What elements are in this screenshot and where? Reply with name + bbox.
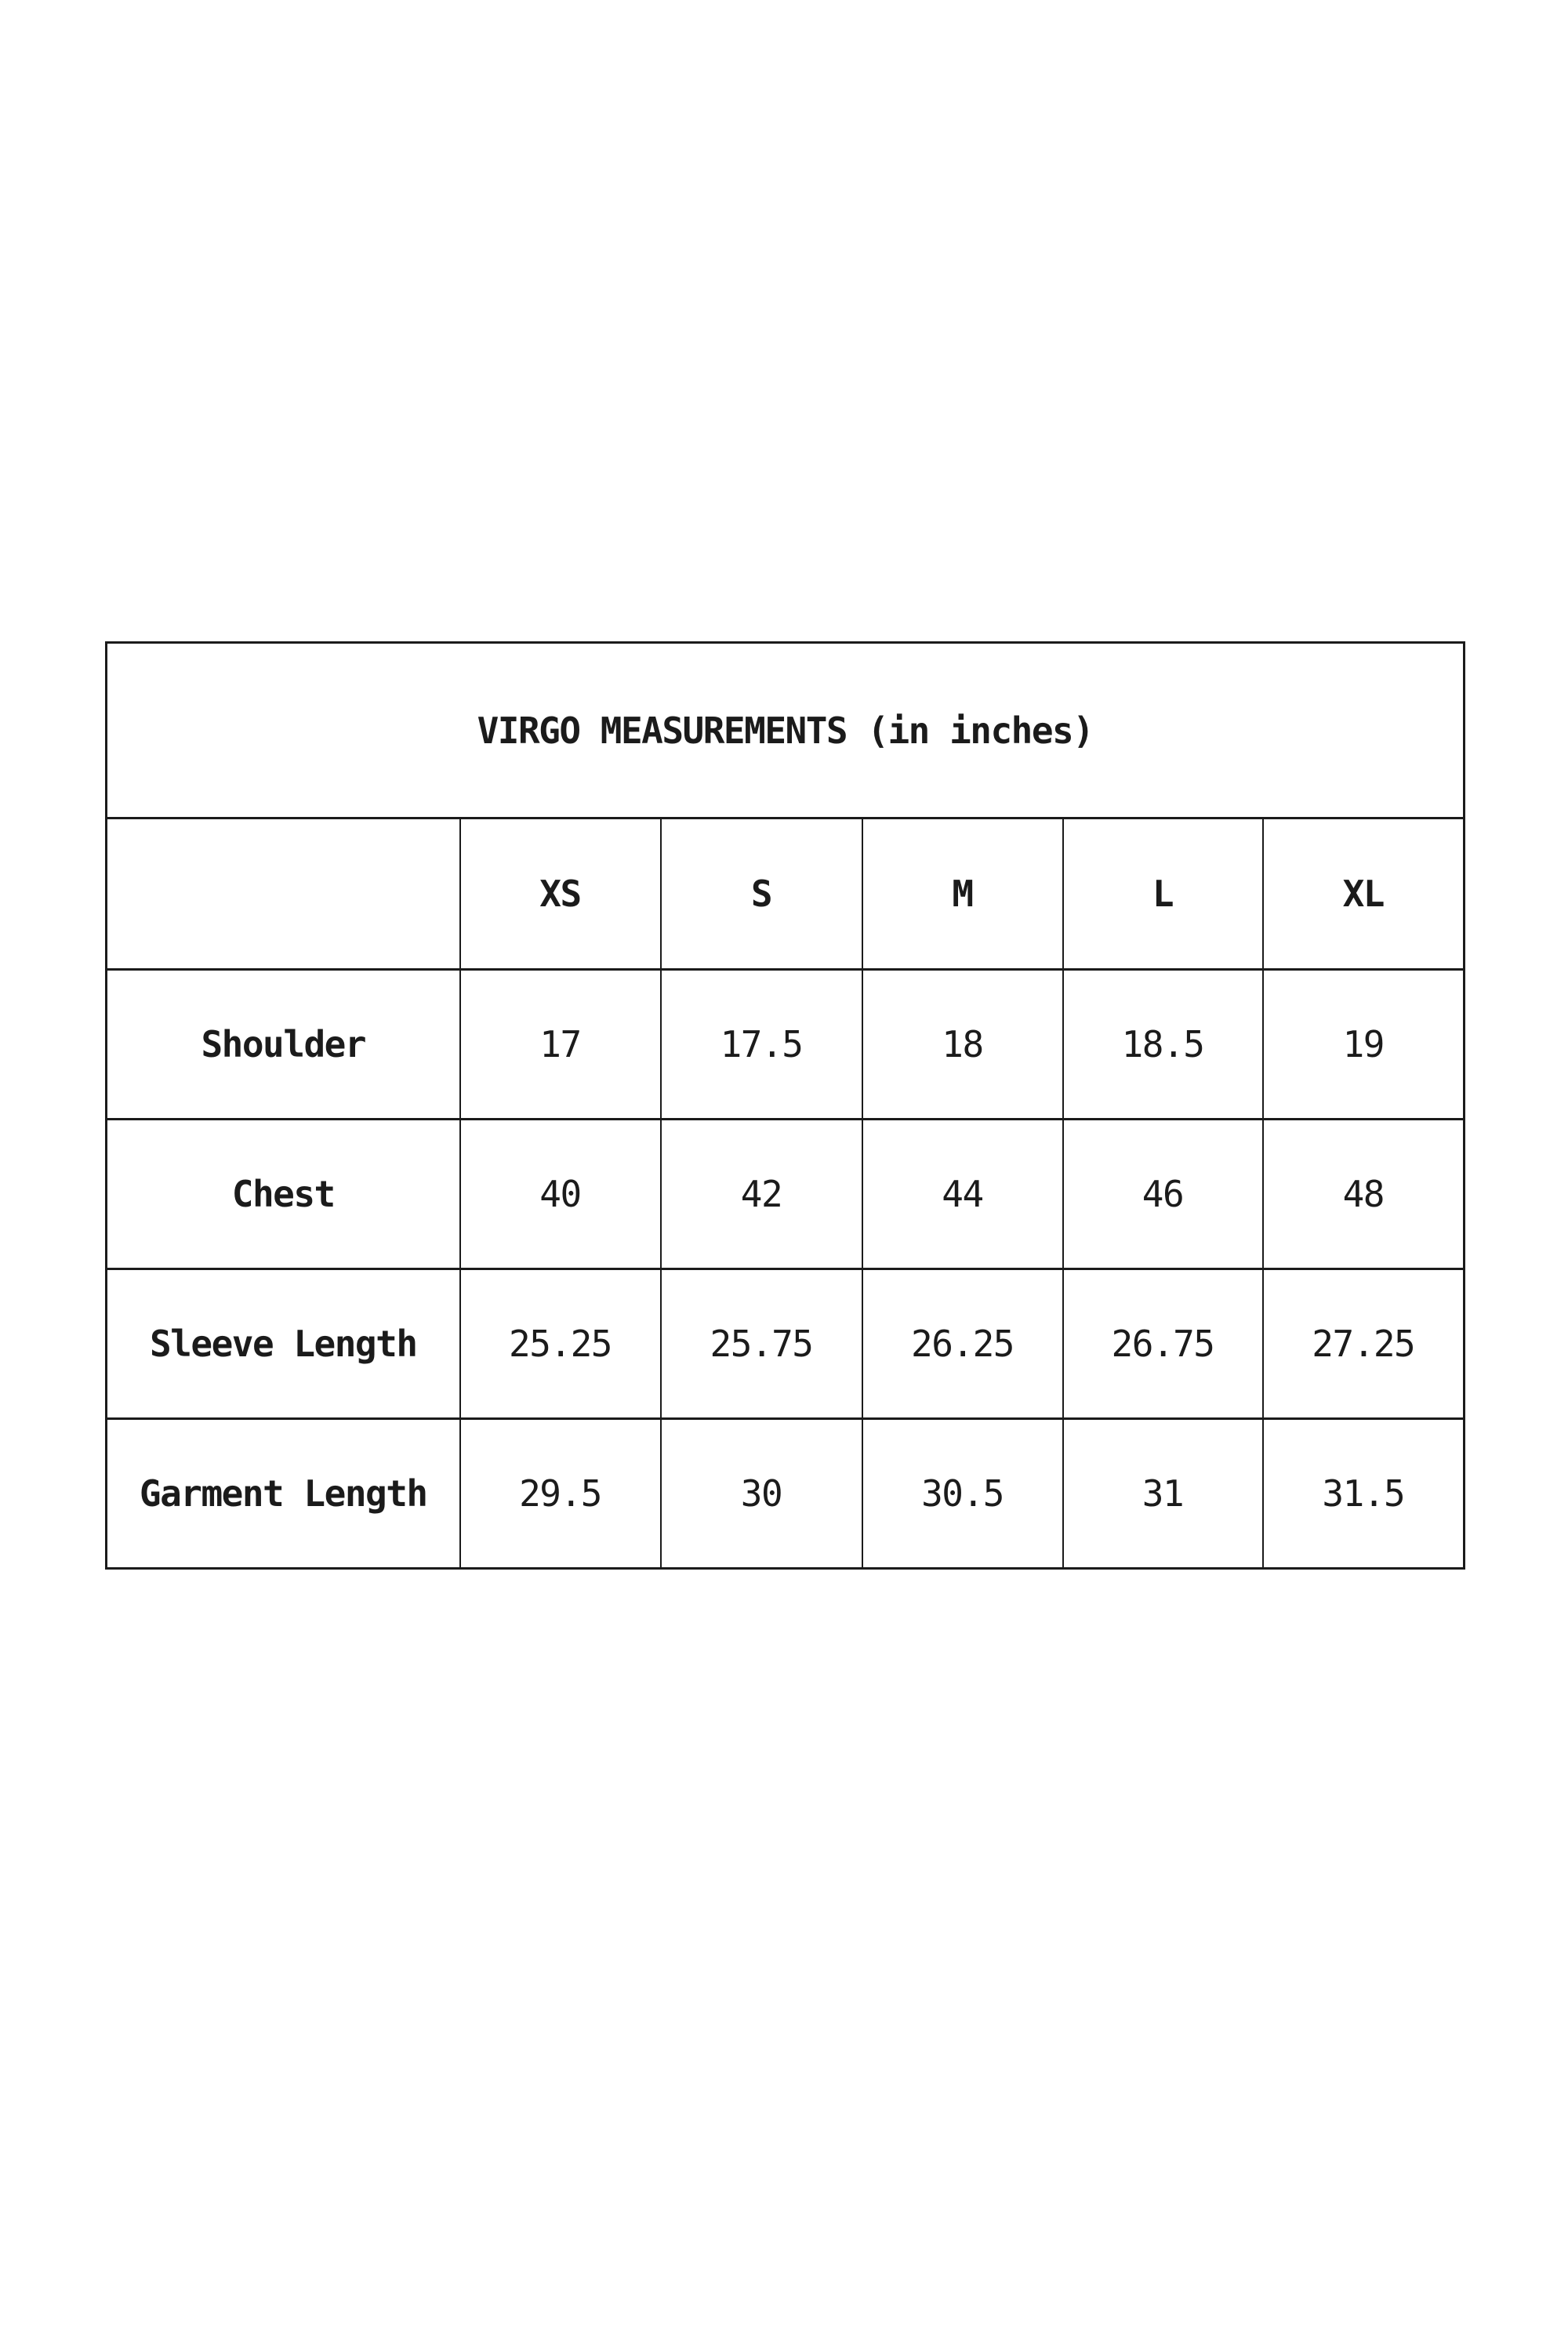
row-label-chest: Chest bbox=[107, 1120, 460, 1269]
table-title: VIRGO MEASUREMENTS (in inches) bbox=[107, 643, 1465, 818]
shoulder-xl-value: 19 bbox=[1263, 970, 1465, 1120]
table-row-shoulder bbox=[107, 970, 1465, 1120]
sleeve-length-s-value: 25.75 bbox=[661, 1269, 862, 1419]
size-header-l: L bbox=[1063, 818, 1263, 970]
sleeve-length-xs-value: 25.25 bbox=[460, 1269, 661, 1419]
garment-length-m-value: 30.5 bbox=[862, 1419, 1063, 1569]
sleeve-length-l-value: 26.75 bbox=[1063, 1269, 1263, 1419]
size-header-row bbox=[107, 818, 1465, 970]
sleeve-length-xl-value: 27.25 bbox=[1263, 1269, 1465, 1419]
chest-xl-value: 48 bbox=[1263, 1120, 1465, 1269]
garment-length-xl-value: 31.5 bbox=[1263, 1419, 1465, 1569]
size-header-m: M bbox=[862, 818, 1063, 970]
size-header-xs: XS bbox=[460, 818, 661, 970]
chest-m-value: 44 bbox=[862, 1120, 1063, 1269]
row-label-sleeve-length: Sleeve Length bbox=[107, 1269, 460, 1419]
table-row-chest bbox=[107, 1120, 1465, 1269]
garment-length-l-value: 31 bbox=[1063, 1419, 1263, 1569]
shoulder-xs-value: 17 bbox=[460, 970, 661, 1120]
shoulder-l-value: 18.5 bbox=[1063, 970, 1263, 1120]
table-title-row bbox=[107, 643, 1465, 818]
table-row-garment-length bbox=[107, 1419, 1465, 1569]
chest-s-value: 42 bbox=[661, 1120, 862, 1269]
garment-length-xs-value: 29.5 bbox=[460, 1419, 661, 1569]
shoulder-m-value: 18 bbox=[862, 970, 1063, 1120]
shoulder-s-value: 17.5 bbox=[661, 970, 862, 1120]
size-header-xl: XL bbox=[1263, 818, 1465, 970]
corner-cell bbox=[107, 818, 460, 970]
sleeve-length-m-value: 26.25 bbox=[862, 1269, 1063, 1419]
table-row-sleeve-length bbox=[107, 1269, 1465, 1419]
chest-xs-value: 40 bbox=[460, 1120, 661, 1269]
garment-length-s-value: 30 bbox=[661, 1419, 862, 1569]
row-label-garment-length: Garment Length bbox=[107, 1419, 460, 1569]
chest-l-value: 46 bbox=[1063, 1120, 1263, 1269]
row-label-shoulder: Shoulder bbox=[107, 970, 460, 1120]
size-chart-table bbox=[105, 641, 1465, 1570]
size-header-s: S bbox=[661, 818, 862, 970]
